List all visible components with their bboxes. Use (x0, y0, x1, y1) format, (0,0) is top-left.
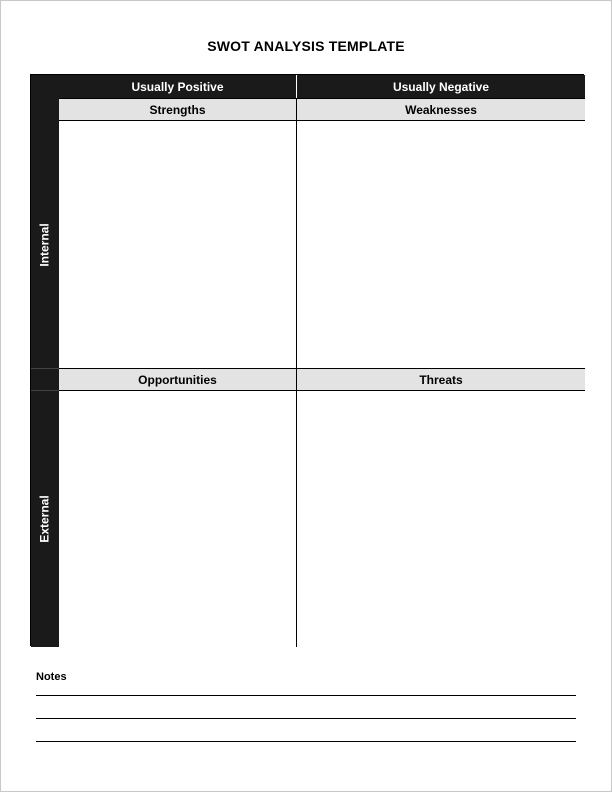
strengths-area[interactable] (59, 121, 297, 368)
corner-cell-sub (31, 98, 59, 121)
opportunities-area[interactable] (59, 391, 297, 647)
weaknesses-area[interactable] (297, 121, 585, 368)
notes-line[interactable] (36, 741, 576, 742)
internal-row-label (31, 121, 59, 368)
threats-header: Threats (297, 368, 585, 391)
row-separator-cell (31, 368, 59, 391)
external-row-label (31, 391, 59, 647)
opportunities-header: Opportunities (59, 368, 297, 391)
internal-label-text: Internal (38, 222, 52, 267)
notes-line[interactable] (36, 718, 576, 719)
column-header-negative: Usually Negative (297, 75, 585, 98)
notes-label: Notes (36, 671, 67, 683)
swot-table (30, 74, 584, 646)
strengths-header: Strengths (59, 98, 297, 121)
column-header-positive: Usually Positive (59, 75, 297, 98)
page-title: SWOT ANALYSIS TEMPLATE (207, 38, 405, 54)
external-label-text: External (38, 495, 53, 543)
weaknesses-header: Weaknesses (297, 98, 585, 121)
threats-area[interactable] (297, 391, 585, 647)
notes-line[interactable] (36, 695, 576, 696)
corner-cell (31, 75, 59, 98)
